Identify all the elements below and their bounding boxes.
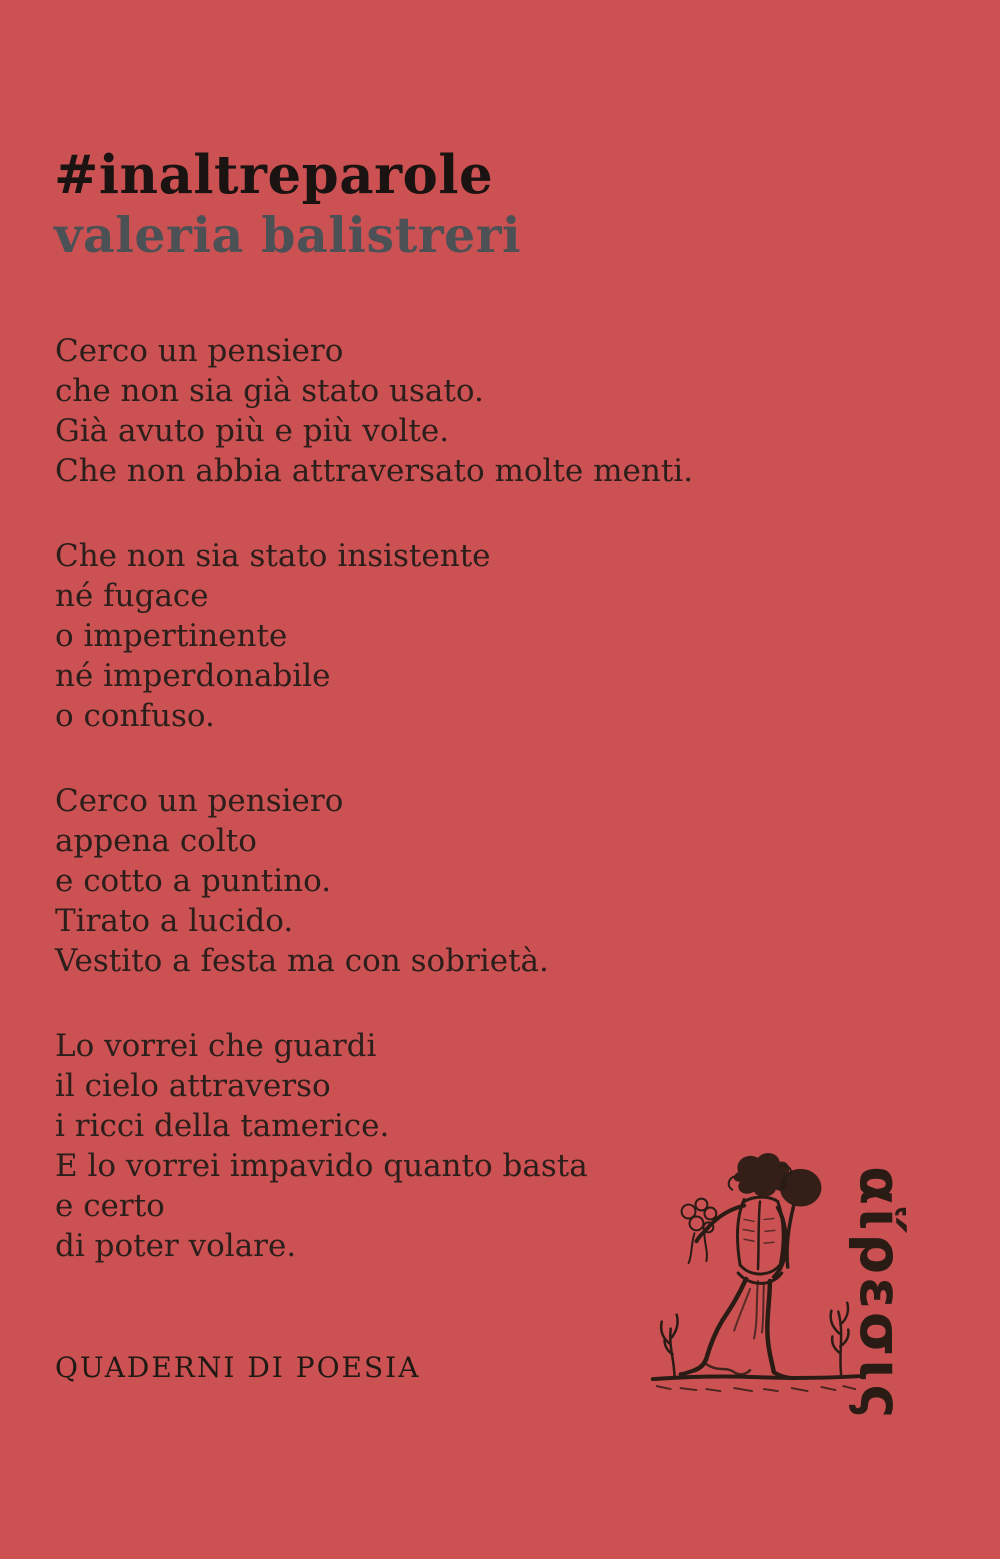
poem-line: Cerco un pensiero (55, 783, 344, 819)
poem-stanza-4 (55, 1026, 693, 1266)
poem-line: Che non abbia attraversato molte menti. (55, 453, 694, 489)
poem-line: e cotto a puntino. (55, 863, 332, 899)
poem-line: appena colto (55, 823, 257, 859)
series-label: QUADERNI DI POESIA (55, 1351, 421, 1384)
poem-line: o impertinente (55, 618, 288, 654)
publisher-figure-engraving-icon (645, 1150, 867, 1398)
poem-line: E lo vorrei impavido quanto basta (55, 1148, 588, 1184)
poem-line: o confuso. (55, 698, 215, 734)
poem-stanza-2 (55, 536, 693, 736)
book-title: #inaltreparole (54, 143, 494, 206)
poem-stanza-3 (55, 781, 693, 981)
poem-line: di poter volare. (55, 1228, 297, 1264)
poem-line: né imperdonabile (55, 658, 331, 694)
poem-line: il cielo attraverso (55, 1068, 331, 1104)
poem-line: Già avuto più e più volte. (55, 413, 450, 449)
poem-line: e certo (55, 1188, 165, 1224)
poem-line: Lo vorrei che guardi (55, 1028, 377, 1064)
poem-line: Cerco un pensiero (55, 333, 344, 369)
poem (55, 331, 693, 1266)
poem-stanza-1 (55, 331, 693, 491)
poem-line: né fugace (55, 578, 209, 614)
poem-line: che non sia già stato usato. (55, 373, 484, 409)
poem-line: i ricci della tamerice. (55, 1108, 390, 1144)
book-author: valeria balistreri (54, 205, 522, 264)
poem-line: Che non sia stato insistente (55, 538, 491, 574)
poem-line: Vestito a festa ma con sobrietà. (55, 943, 549, 979)
poem-line: Tirato a lucido. (55, 903, 294, 939)
publisher-logo-wordmark: αἵρεσις (847, 1166, 913, 1422)
